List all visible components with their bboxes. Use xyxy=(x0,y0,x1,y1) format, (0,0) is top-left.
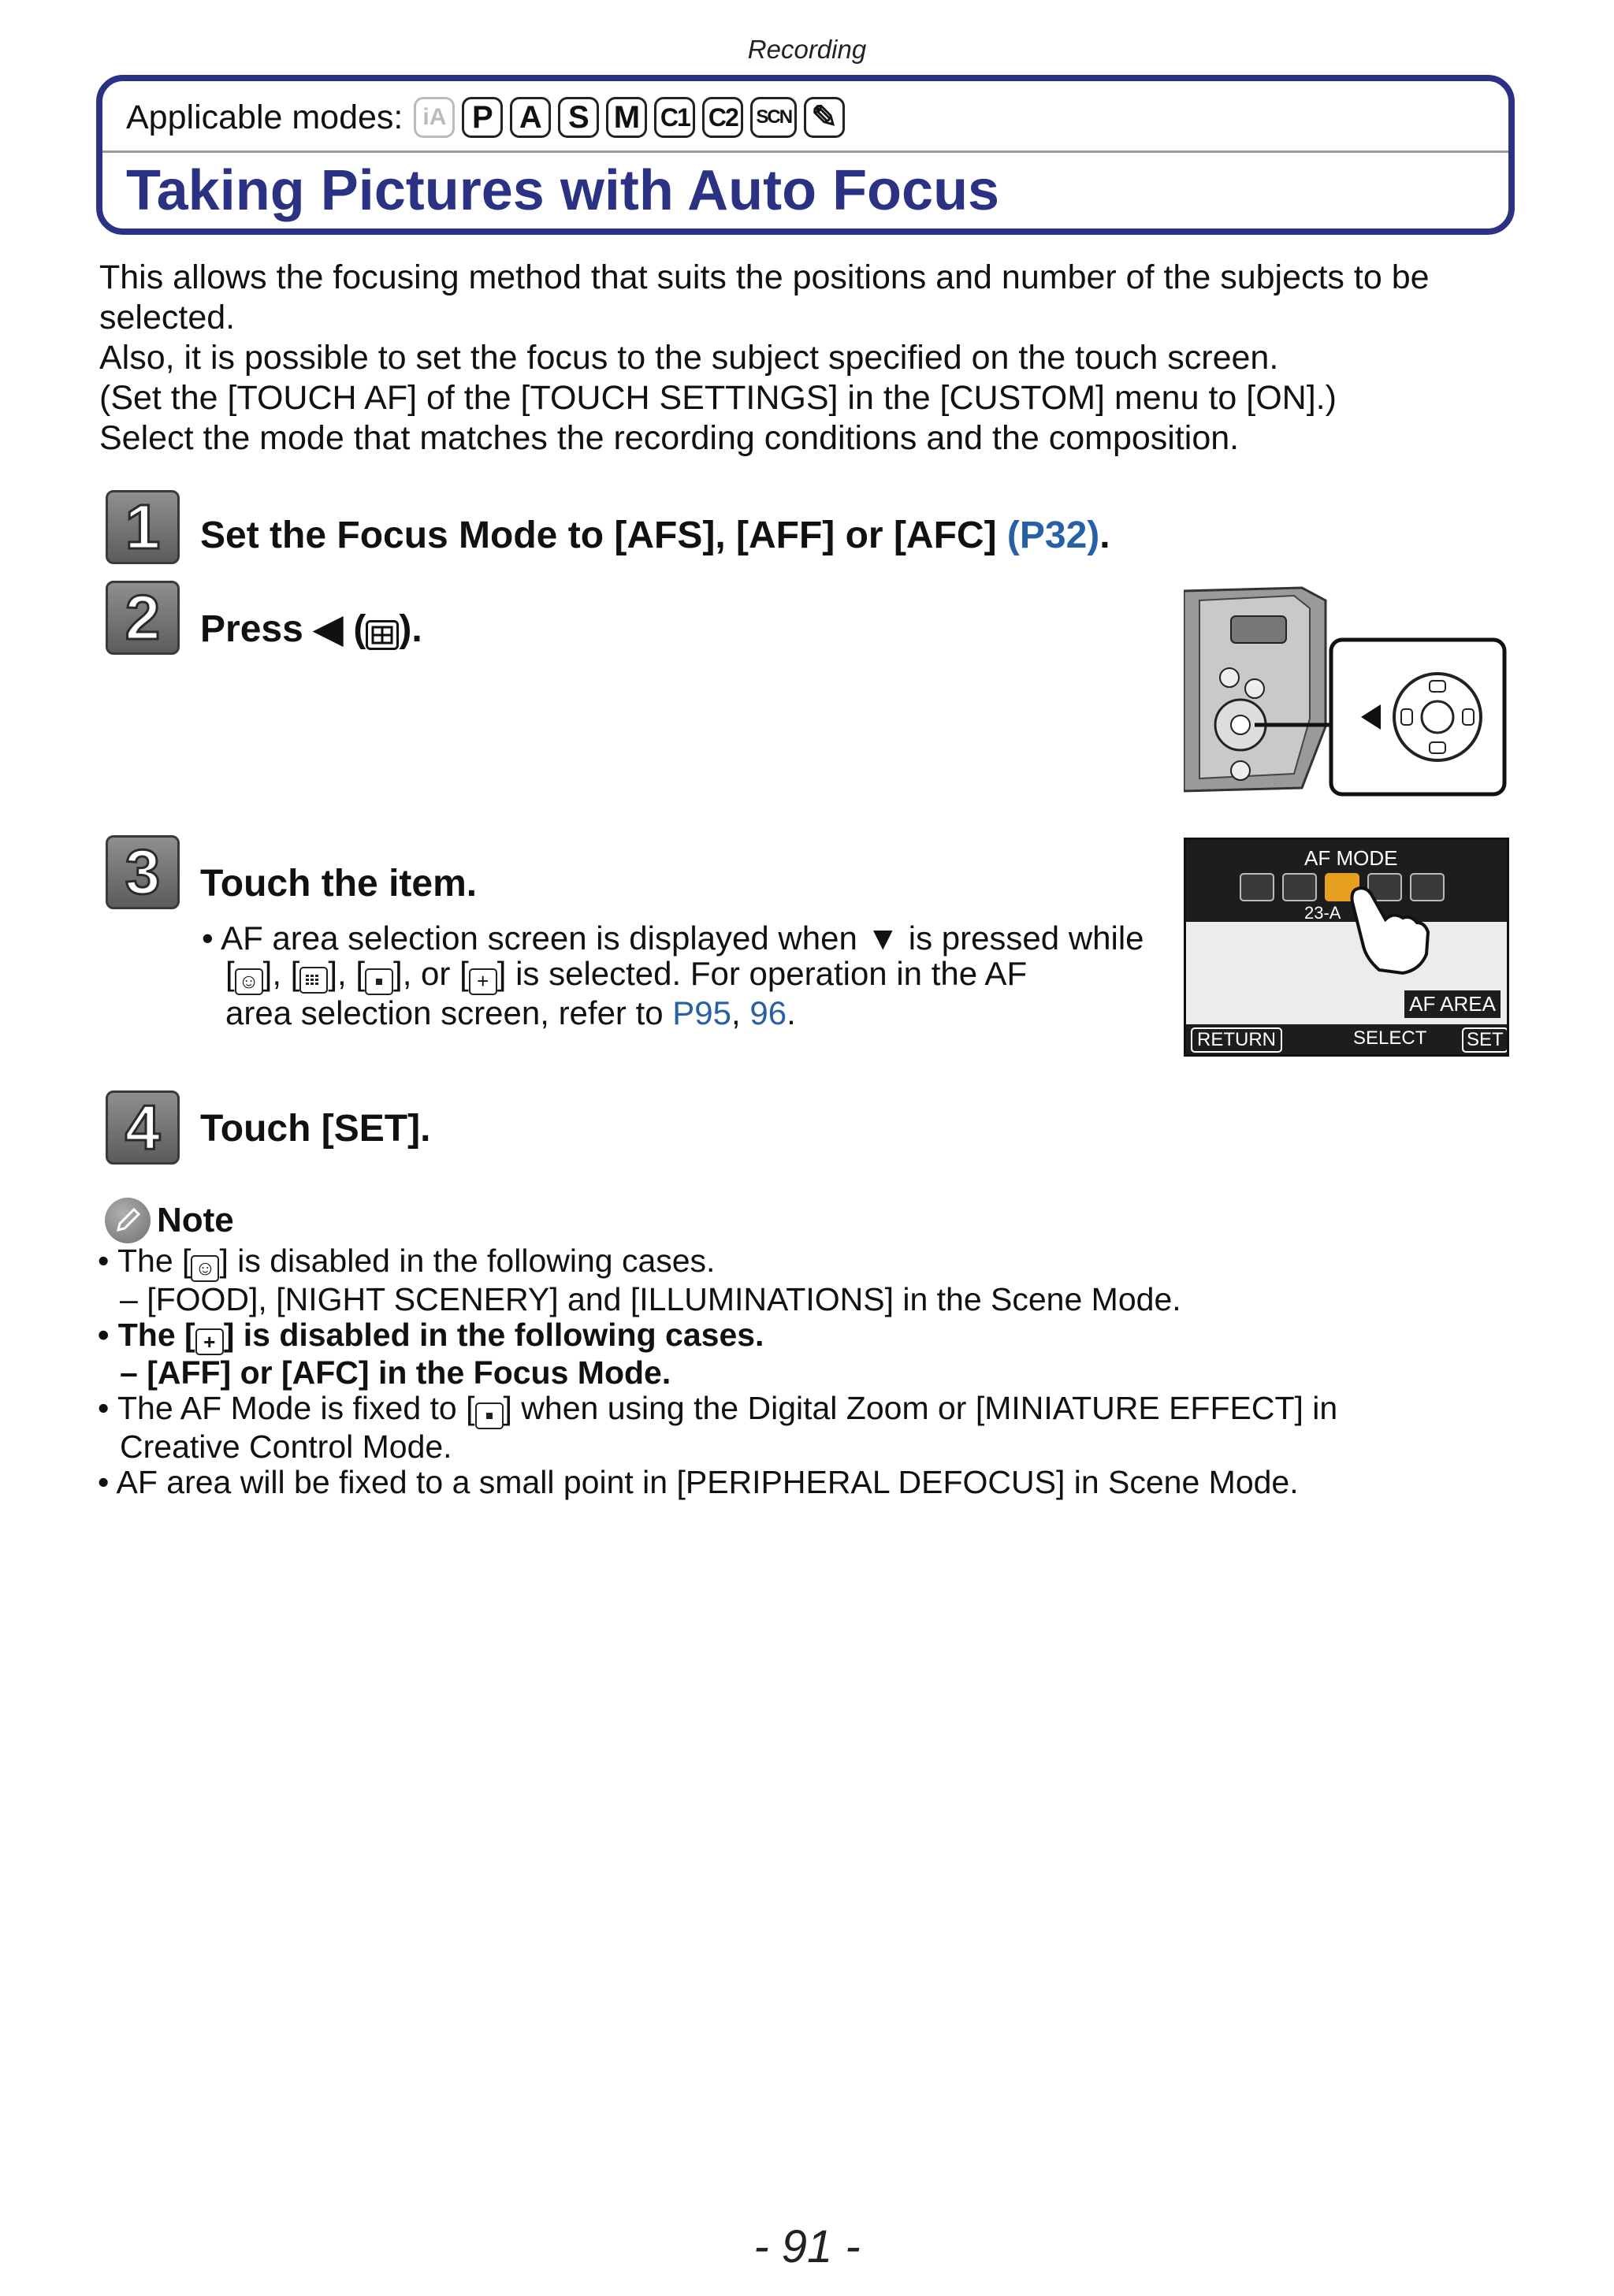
mode-a-icon: A xyxy=(510,97,551,138)
screen-title: AF MODE xyxy=(1304,846,1398,870)
page-number: - 91 - xyxy=(753,2221,861,2272)
intro-text xyxy=(99,258,1518,459)
p32-link[interactable]: (P32) xyxy=(1006,515,1100,556)
title-divider xyxy=(102,150,1508,153)
p95-link[interactable]: P95 xyxy=(672,994,732,1031)
mode-c1-icon: C1 xyxy=(654,97,695,138)
p96-link[interactable]: 96 xyxy=(749,994,787,1031)
intro-line: Select the mode that matches the recording conditions and the composition. xyxy=(99,419,1240,457)
screen-set-button: SET xyxy=(1462,1027,1508,1053)
step-4-text: Touch [SET]. xyxy=(200,1108,431,1150)
screen-face-icon xyxy=(1240,873,1274,901)
pinpoint-icon: + xyxy=(469,968,497,995)
1-area-icon xyxy=(365,968,393,995)
note-line: – [AFF] or [AFC] in the Focus Mode. xyxy=(120,1354,671,1391)
1-area-icon xyxy=(475,1402,504,1429)
face-detection-icon: ☺ xyxy=(191,1255,219,1282)
intro-line: Also, it is possible to set the focus to the subject specified on the touch screen. xyxy=(99,339,1279,377)
face-detection-icon: ☺ xyxy=(235,968,263,995)
section-label: Recording xyxy=(747,35,867,64)
intro-line: (Set the [TOUCH AF] of the [TOUCH SETTINGS] in the [CUSTOM] menu to [ON].) xyxy=(99,379,1337,417)
step-3-text: Touch the item. xyxy=(200,863,478,905)
step-1-badge: 1 xyxy=(106,490,180,564)
note-line: • The [ ☺ ] is disabled in the following cases. xyxy=(98,1243,1532,1282)
screen-select-label: SELECT xyxy=(1353,1027,1427,1049)
mode-ia-icon: iA xyxy=(414,97,455,138)
mode-scn-icon: SCN xyxy=(750,97,797,138)
intro-line: This allows the focusing method that suits the positions and number of the subjects to be selected. xyxy=(99,258,1430,336)
applicable-modes xyxy=(126,94,852,141)
camera-illustration xyxy=(1184,585,1515,797)
note-line: • The [ + ] is disabled in the following cases. xyxy=(98,1317,1532,1356)
note-line: – [FOOD], [NIGHT SCENERY] and [ILLUMINATIONS] in the Scene Mode. xyxy=(120,1280,1181,1317)
mode-creative-icon: ✎ xyxy=(804,97,845,138)
step-4-badge: 4 xyxy=(106,1090,180,1165)
af-mode-icon xyxy=(366,620,399,650)
page-title: Taking Pictures with Auto Focus xyxy=(126,159,1000,222)
step-2-text: Press ◀ ( ). xyxy=(200,608,422,650)
step-2-badge: 2 xyxy=(106,581,180,655)
screen-af-area: AF AREA xyxy=(1404,990,1501,1018)
step-1-text: Set the Focus Mode to [AFS], [AFF] or [AFC] (P32). xyxy=(200,515,1110,556)
screen-item-label: 23-A xyxy=(1304,903,1341,923)
mode-s-icon: S xyxy=(558,97,599,138)
modes-label: Applicable modes: xyxy=(126,98,404,136)
step-3-badge: 3 xyxy=(106,835,180,909)
note-line: • AF area will be fixed to a small point in [PERIPHERAL DEFOCUS] in Scene Mode. xyxy=(98,1464,1299,1500)
pencil-icon xyxy=(105,1198,151,1243)
note-line: • The AF Mode is fixed to [ ] when using the Digital Zoom or [MINIATURE EFFECT] in xyxy=(98,1391,1532,1429)
camera-screen-illustration xyxy=(1184,838,1509,1057)
notes-list xyxy=(98,1243,1532,1500)
mode-m-icon: M xyxy=(606,97,647,138)
note-line: Creative Control Mode. xyxy=(120,1428,452,1465)
note-heading: Note xyxy=(105,1198,234,1243)
mode-c2-icon: C2 xyxy=(702,97,743,138)
title-box xyxy=(96,75,1515,235)
screen-bottom-bar xyxy=(1186,1024,1507,1054)
step-3-bullet: • AF area selection screen is displayed when ▼ is pressed while [ ☺ ], [ ], [ ], or [ + ] is selected. For operation in the AF area selection screen, refer to P95, 96. xyxy=(202,920,1144,1031)
screen-return-button: RETURN xyxy=(1191,1027,1282,1053)
23-area-icon xyxy=(299,967,328,994)
screen-tracking-icon xyxy=(1282,873,1317,901)
mode-p-icon: P xyxy=(462,97,503,138)
pinpoint-icon: + xyxy=(195,1328,224,1355)
hand-pointer-icon xyxy=(1348,883,1434,978)
